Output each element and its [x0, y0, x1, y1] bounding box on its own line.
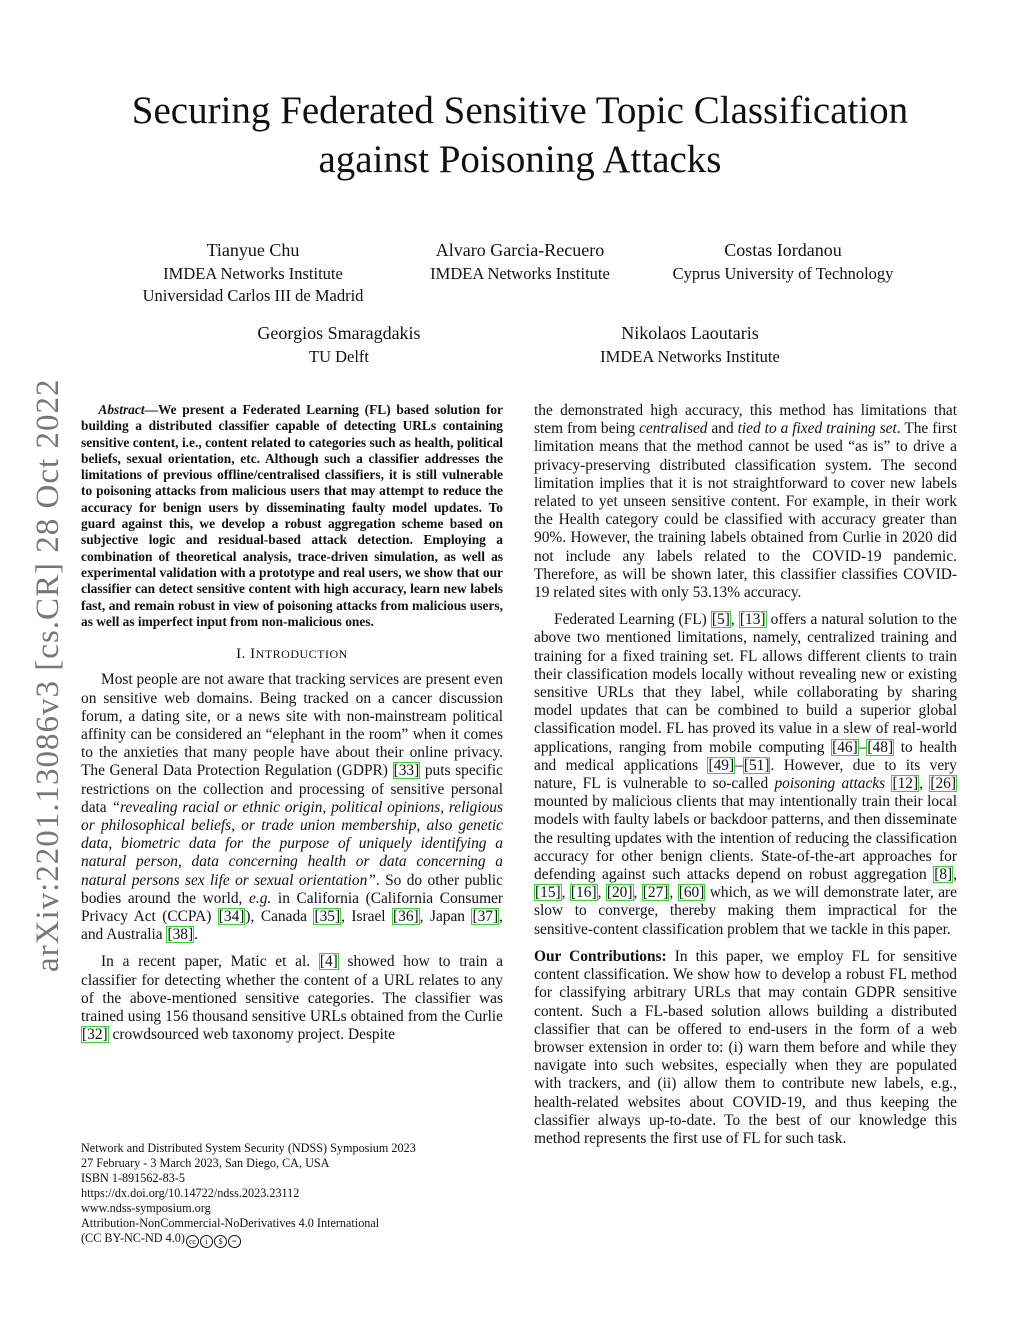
- title-line-1: Securing Federated Sensitive Topic Classification: [131, 89, 909, 132]
- nc-icon: $: [214, 1235, 227, 1248]
- citation-link[interactable]: [16]: [570, 884, 597, 902]
- footnote-line[interactable]: https://dx.doi.org/10.14722/ndss.2023.23112: [81, 1186, 300, 1200]
- citation-link[interactable]: [60]: [678, 884, 705, 902]
- footnote-line: Attribution-NonCommercial-NoDerivatives 4.0 International: [81, 1216, 380, 1230]
- author-block-4: [214, 320, 464, 368]
- abstract-text: —We present a Federated Learning (FL) based solution for building a distributed classifier capable of detecting URLs containing sensitive content, i.e., content related to categories such as health, political beliefs, sexual orientation, etc. Although such a classifier addresses the limitations of previous offline/centralised classifiers, it is still vulnerable to poisoning attacks from malicious users that may attempt to reduce the accuracy for benign users by disseminating faulty model updates. To guard against this, we develop a robust aggregation scheme based on subjective logic and residual-based attack detection. Employing a combination of theoretical analysis, trace-driven simulation, as well as experimental validation with a prototype and real users, we show that our classifier can detect sensitive content with high accuracy, learn new labels fast, and remain robust in view of poisoning attacks from malicious users, as well as imperfect input from non-malicious ones.: [81, 402, 503, 629]
- footnote-line: ISBN 1-891562-83-5: [81, 1171, 185, 1185]
- citation-link[interactable]: [48]: [867, 738, 894, 756]
- citation-link[interactable]: [12]: [892, 775, 919, 793]
- author-block-5: [565, 320, 815, 368]
- right-paragraph-1: the demonstrated high accuracy, this method has limitations that stem from being centralised and tied to a fixed training set. The first limitation means that the method cannot be used “as is” to drive a privacy-preserving distributed classification system. The second limitation implies that it is not straightforward to cover new labels related to yet unseen sensitive content. For example, in their work the Health category could be classified with accuracy greater than 90%. However, the training labels obtained from Curlie in 2020 did not include any labels related to the COVID-19 pandemic. Therefore, as will be shown later, this classifier classifies COVID-19 related sites with only 53.13% accuracy.: [534, 402, 958, 602]
- author-affiliation: IMDEA Networks Institute: [600, 347, 780, 366]
- author-block-2: [395, 237, 645, 285]
- author-block-3: [648, 237, 918, 285]
- right-paragraph-contributions: Our Contributions: In this paper, we employ FL for sensitive content classification. We show how to develop a robust FL method for classifying arbitrary URLs that may contain GDPR sensitive content. Such a FL-based solution allows building a distributed classifier that can be offered to end-users in the form of a web browser extension in order to: (i) warn them before and while they navigate into such websites, especially when they are populated with trackers, and (ii) allow them to contribute new labels, e.g., health-related websites about COVID-19, and thus keeping the classifier always up-to-date. To the best of our knowledge this method represents the first use of FL for such task.: [534, 947, 957, 1147]
- citation-link[interactable]: [4]: [319, 953, 338, 971]
- footnote-line[interactable]: www.ndss-symposium.org: [81, 1201, 211, 1215]
- citation-link[interactable]: [8]: [934, 866, 953, 884]
- right-paragraph-2: Federated Learning (FL) [5], [13] offers a natural solution to the above two mentioned limitations, namely, centralized training and training for a fixed training set. FL allows different clients to train their classification models locally without revealing new or existing sensitive URLs that they label, while collaborating by sharing model updates that can be combined to build a superior global classification model. FL has proved its value in a slew of real-world applications, ranging from mobile computing [46]–[48] to health and medical applications [49]–[51]. However, due to its very nature, FL is vulnerable to so-called poisoning attacks [12], [26] mounted by malicious clients that may intentionally train their local models with faulty labels or backdoor patterns, and then disseminate the resulting updates with the intention of reducing the classification accuracy for other benign clients. State-of-the-art approaches for defending against such attacks depend on robust aggregation [8], [15], [16], [20], [27], [60] which, as we will demonstrate later, are slow to converge, thereby making them impractical for the sensitive-content classification problem that we tackle in this paper.: [534, 611, 957, 938]
- author-affiliation: IMDEA Networks Institute: [430, 264, 610, 283]
- citation-link[interactable]: [15]: [535, 884, 561, 902]
- intro-paragraph-2: In a recent paper, Matic et al. [4] showed how to train a classifier for detecting whether the content of a URL relates to any of the above-mentioned sensitive categories. The classifier was trained using 156 thousand sensitive URLs obtained from the Curlie [32] crowdsourced web taxonomy project. Despite: [81, 953, 503, 1044]
- citation-link[interactable]: [20]: [606, 884, 633, 902]
- arxiv-stamp: arXiv:2201.13086v3 [cs.CR] 28 Oct 2022: [30, 378, 66, 972]
- footnote: [81, 1141, 501, 1248]
- citation-link[interactable]: [27]: [642, 884, 669, 902]
- citation-link[interactable]: [36]: [393, 908, 419, 925]
- abstract: [81, 402, 503, 630]
- citation-link[interactable]: [35]: [314, 908, 341, 925]
- author-affiliation: Cyprus University of Technology: [672, 264, 894, 283]
- citation-link[interactable]: [34]: [218, 908, 245, 925]
- abstract-label: Abstract: [98, 402, 145, 417]
- citation-link[interactable]: [51]: [743, 756, 770, 774]
- author-affiliation: TU Delft: [308, 347, 370, 366]
- intro-paragraph-1: Most people are not aware that tracking services are present even on sensitive web domains. Being tracked on a cancer discussion forum, a dating site, or a news site with non-mainstream political affinity can be considered an “elephant in the room” when it comes to the anxieties that many people have about their online privacy. The General Data Protection Regulation (GDPR) [33] puts specific restrictions on the collection and processing of sensitive personal data “revealing racial or ethnic origin, political opinions, religious or philosophical beliefs, or trade union membership, also genetic data, biometric data for the purpose of uniquely identifying a natural person, data concerning health or data concerning a natural persons sex life or sexual orientation”. So do other public bodies around the world, e.g. in California (California Consumer Privacy Act (CCPA) [34]), Canada [35], Israel [36], Japan [37], and Australia [38].: [81, 671, 503, 944]
- author-affiliation: IMDEA Networks Institute: [163, 264, 343, 283]
- citation-link[interactable]: [49]: [708, 756, 735, 774]
- author-name: Tianyue Chu: [206, 240, 300, 260]
- citation-link[interactable]: [13]: [739, 611, 766, 629]
- footnote-line: Network and Distributed System Security (NDSS) Symposium 2023: [81, 1141, 416, 1155]
- author-name: Georgios Smaragdakis: [257, 323, 421, 343]
- cc-icon: cc: [186, 1235, 199, 1248]
- footnote-line: 27 February - 3 March 2023, San Diego, CA, USA: [81, 1156, 330, 1170]
- author-block-1: [128, 237, 378, 307]
- right-column: [534, 402, 957, 1148]
- author-name: Costas Iordanou: [724, 240, 842, 260]
- section-heading-introduction: I. INTRODUCTION: [236, 646, 348, 663]
- paper-title: [60, 86, 980, 184]
- nd-icon: =: [228, 1235, 241, 1248]
- citation-link[interactable]: [46]: [832, 738, 858, 756]
- author-name: Alvaro Garcia-Recuero: [435, 240, 605, 260]
- citation-link[interactable]: [5]: [711, 611, 730, 629]
- author-name: Nikolaos Laoutaris: [621, 323, 759, 343]
- footnote-license: (CC BY-NC-ND 4.0) cc i $ =: [81, 1231, 501, 1248]
- left-column: [81, 402, 503, 1044]
- citation-link[interactable]: [38]: [167, 926, 194, 944]
- author-affiliation: Universidad Carlos III de Madrid: [142, 286, 364, 305]
- contributions-heading: Our Contributions:: [534, 947, 667, 965]
- by-icon: i: [200, 1235, 213, 1248]
- citation-link[interactable]: [26]: [930, 775, 956, 793]
- citation-link[interactable]: [32]: [82, 1026, 108, 1044]
- citation-link[interactable]: [37]: [472, 908, 499, 925]
- citation-link[interactable]: [33]: [393, 762, 420, 780]
- title-line-2: against Poisoning Attacks: [318, 138, 722, 181]
- cc-license-icons: [185, 1233, 241, 1248]
